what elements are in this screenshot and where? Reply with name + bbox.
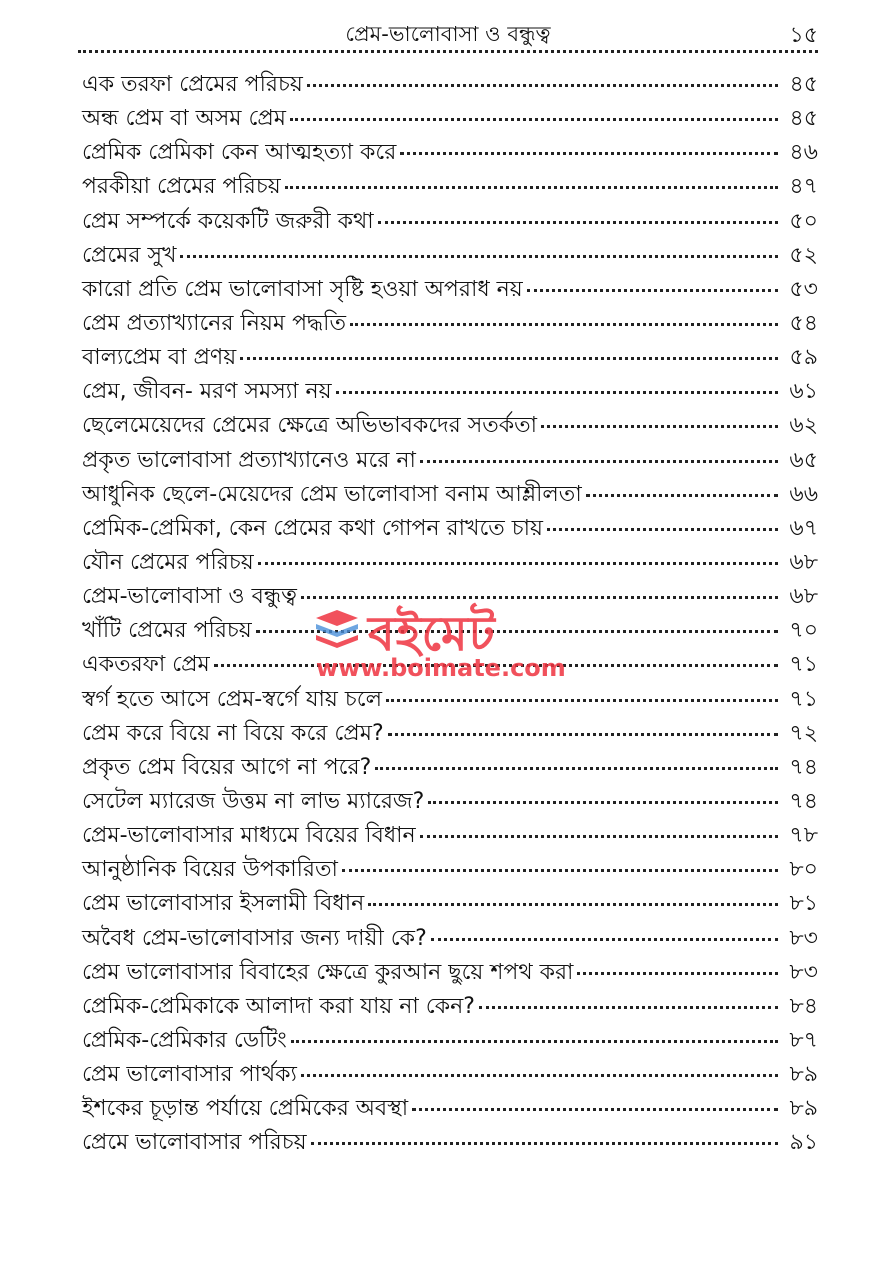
toc-entry [82, 852, 818, 886]
toc-leader-dots [378, 221, 778, 224]
toc-entry [82, 716, 818, 750]
toc-entry [82, 1023, 818, 1057]
toc-entry-title: প্রেম ভালোবাসার বিবাহের ক্ষেত্রে কুরআন ছুয়ে শপথ করা [82, 959, 574, 985]
toc-entry-page: ৮৯ [789, 1096, 818, 1122]
toc-entry-page: ৬৭ [789, 515, 818, 541]
toc-entry-title: প্রেম ভালোবাসার পার্থক্য [82, 1062, 297, 1088]
toc-entry-page: ৫৯ [789, 345, 818, 371]
toc-entry-page: ৬২ [789, 413, 818, 439]
toc-entry [82, 443, 818, 477]
toc-entry [82, 204, 818, 238]
toc-entry [82, 989, 818, 1023]
toc-leader-dots [258, 562, 778, 565]
toc-entry-title: প্রেম ভালোবাসার ইসলামী বিধান [82, 891, 365, 917]
toc-entry-page: ৫৪ [789, 310, 818, 336]
toc-entry-page: ৬৬ [789, 481, 818, 507]
toc-entry-title: প্রেমিক-প্রেমিকার ডেটিং [82, 1027, 287, 1053]
toc-entry [82, 511, 818, 545]
toc-entry [82, 272, 818, 306]
toc-entry-title: প্রেম প্রত্যাখ্যানের নিয়ম পদ্ধতি [82, 310, 346, 336]
toc-entry-title: ছেলেমেয়েদের প্রেমের ক্ষেত্রে অভিভাবকদের সতর্কতা [82, 413, 538, 439]
toc-entry-title: প্রেম করে বিয়ে না বিয়ে করে প্রেম? [82, 720, 384, 746]
toc-entry-title: সেটেল ম্যারেজ উত্তম না লাভ ম্যারেজ? [82, 788, 425, 814]
toc-leader-dots [420, 835, 778, 838]
toc-entry-title: পরকীয়া প্রেমের পরিচয় [82, 174, 281, 200]
toc-entry-title: প্রেম-ভালোবাসার মাধ্যমে বিয়ের বিধান [82, 823, 416, 849]
toc-entry-title: প্রেম-ভালোবাসা ও বন্ধুত্ব [82, 584, 297, 610]
toc-entry [82, 750, 818, 784]
toc-entry-page: ৫৩ [789, 276, 818, 302]
toc-entry-page: ৬৫ [789, 447, 818, 473]
toc-entry [82, 818, 818, 852]
toc-entry [82, 477, 818, 511]
toc-entry-title: প্রেম সম্পর্কে কয়েকটি জরুরী কথা [82, 208, 374, 234]
toc-entry [82, 67, 818, 101]
toc-entry-page: ৯১ [789, 1130, 818, 1156]
toc-leader-dots [301, 596, 778, 599]
toc-leader-dots [479, 1006, 778, 1009]
toc-entry-page: ৮৯ [789, 1062, 818, 1088]
toc-leader-dots [290, 118, 778, 121]
toc-leader-dots [412, 1108, 778, 1111]
toc-entry-title: প্রেমিক প্রেমিকা কেন আত্মহত্যা করে [82, 140, 397, 166]
toc-leader-dots [577, 972, 778, 975]
toc-leader-dots [400, 152, 778, 155]
toc-leader-dots [301, 1074, 778, 1077]
toc-entry-title: প্রেমের সুখ [82, 242, 177, 268]
toc-entry-page: ৪৭ [789, 174, 818, 200]
toc-leader-dots [547, 528, 778, 531]
toc-entry-title: প্রেমিক-প্রেমিকাকে আলাদা করা যায় না কেন? [82, 993, 475, 1019]
toc-entry [82, 921, 818, 955]
toc-entry-page: ৮০ [789, 857, 818, 883]
toc-leader-dots [586, 494, 778, 497]
toc-leader-dots [336, 391, 778, 394]
toc-entry-title: কারো প্রতি প্রেম ভালোবাসা সৃষ্টি হওয়া অপরাধ নয় [82, 276, 523, 302]
toc-entry-page: ৭২ [789, 720, 818, 746]
table-of-contents [82, 67, 818, 1160]
toc-entry [82, 238, 818, 272]
toc-leader-dots [386, 699, 778, 702]
toc-entry-title: আনুষ্ঠানিক বিয়ের উপকারিতা [82, 857, 338, 883]
toc-entry-page: ৮৩ [789, 925, 818, 951]
toc-entry-page: ৪৫ [789, 72, 818, 97]
header-page-number: ১৫ [789, 23, 818, 48]
toc-leader-dots [256, 630, 778, 633]
running-header [78, 14, 818, 48]
toc-entry-page: ৭৮ [789, 823, 818, 849]
toc-entry-page: ৪৬ [789, 140, 818, 166]
toc-leader-dots [311, 1142, 778, 1145]
toc-entry [82, 135, 818, 169]
toc-leader-dots [342, 869, 778, 872]
toc-entry [82, 784, 818, 818]
toc-leader-dots [375, 767, 778, 770]
toc-entry-page: ৪৫ [789, 106, 818, 132]
toc-leader-dots [291, 1040, 778, 1043]
toc-entry-title: বাল্যপ্রেম বা প্রণয় [82, 345, 237, 371]
toc-entry-title: প্রেমে ভালোবাসার পরিচয় [82, 1130, 307, 1156]
toc-entry-page: ৫২ [789, 242, 818, 268]
toc-leader-dots [285, 186, 778, 189]
toc-entry-page: ৬৮ [789, 584, 818, 610]
toc-leader-dots [428, 801, 778, 804]
toc-entry-title: আধুনিক ছেলে-মেয়েদের প্রেম ভালোবাসা বনাম আশ্লীলতা [82, 481, 582, 507]
toc-leader-dots [350, 323, 778, 326]
toc-leader-dots [420, 460, 778, 463]
toc-leader-dots [388, 733, 778, 736]
header-dotted-rule [78, 50, 818, 53]
toc-entry-page: ৫০ [789, 208, 818, 234]
toc-entry [82, 169, 818, 203]
toc-entry [82, 1125, 818, 1159]
toc-entry-page: ৮৭ [789, 1027, 818, 1053]
toc-entry [82, 374, 818, 408]
toc-leader-dots [307, 84, 778, 87]
toc-entry-page: ৮১ [789, 891, 818, 917]
toc-entry-title: অন্ধ প্রেম বা অসম প্রেম [82, 106, 287, 132]
toc-entry [82, 647, 818, 681]
watermark-brand: বইমেট [368, 606, 496, 662]
toc-entry-page: ৬১ [789, 379, 818, 405]
toc-entry-title: প্রেমিক-প্রেমিকা, কেন প্রেমের কথা গোপন রাখতে চায় [82, 515, 544, 541]
watermark-url: www.boimate.com [316, 654, 566, 682]
toc-entry-page: ৮৪ [789, 993, 818, 1019]
toc-entry [82, 955, 818, 989]
toc-entry-title: প্রকৃত প্রেম বিয়ের আগে না পরে? [82, 754, 372, 780]
toc-entry-page: ৮৩ [789, 959, 818, 985]
toc-entry-title: অবৈধ প্রেম-ভালোবাসার জন্য দায়ী কে? [82, 925, 427, 951]
toc-entry-title: একতরফা প্রেম [82, 652, 210, 678]
toc-entry [82, 101, 818, 135]
toc-entry [82, 579, 818, 613]
toc-leader-dots [180, 255, 778, 258]
toc-entry [82, 306, 818, 340]
toc-entry-title: এক তরফা প্রেমের পরিচয় [82, 72, 303, 97]
toc-entry-page: ৬৮ [789, 549, 818, 575]
toc-entry [82, 682, 818, 716]
toc-entry [82, 613, 818, 647]
toc-entry-title: যৌন প্রেমের পরিচয় [82, 549, 254, 575]
toc-entry-title: প্রকৃত ভালোবাসা প্রত্যাখ্যানেও মরে না [82, 447, 416, 473]
toc-entry-title: প্রেম, জীবন- মরণ সমস্যা নয় [82, 379, 332, 405]
toc-entry [82, 545, 818, 579]
toc-entry [82, 1091, 818, 1125]
toc-leader-dots [368, 903, 778, 906]
toc-entry [82, 408, 818, 442]
toc-entry [82, 1057, 818, 1091]
toc-entry-page: ৭৪ [789, 788, 818, 814]
toc-leader-dots [527, 289, 778, 292]
toc-leader-dots [541, 425, 778, 428]
toc-entry-title: ইশকের চূড়ান্ত পর্যায়ে প্রেমিকের অবস্থা [82, 1096, 409, 1122]
toc-entry-page: ৭১ [789, 652, 818, 678]
toc-entry-page: ৭০ [789, 618, 818, 644]
toc-entry-title: স্বর্গ হতে আসে প্রেম-স্বর্গে যায় চলে [82, 686, 382, 712]
toc-entry [82, 340, 818, 374]
toc-entry-page: ৭১ [789, 686, 818, 712]
toc-entry [82, 886, 818, 920]
toc-entry-page: ৭৪ [789, 754, 818, 780]
toc-entry-title: খাঁটি প্রেমের পরিচয় [82, 618, 252, 644]
toc-leader-dots [431, 938, 778, 941]
toc-leader-dots [214, 664, 778, 667]
header-title: প্রেম-ভালোবাসা ও বন্ধুত্ব [345, 22, 551, 46]
toc-leader-dots [240, 357, 778, 360]
